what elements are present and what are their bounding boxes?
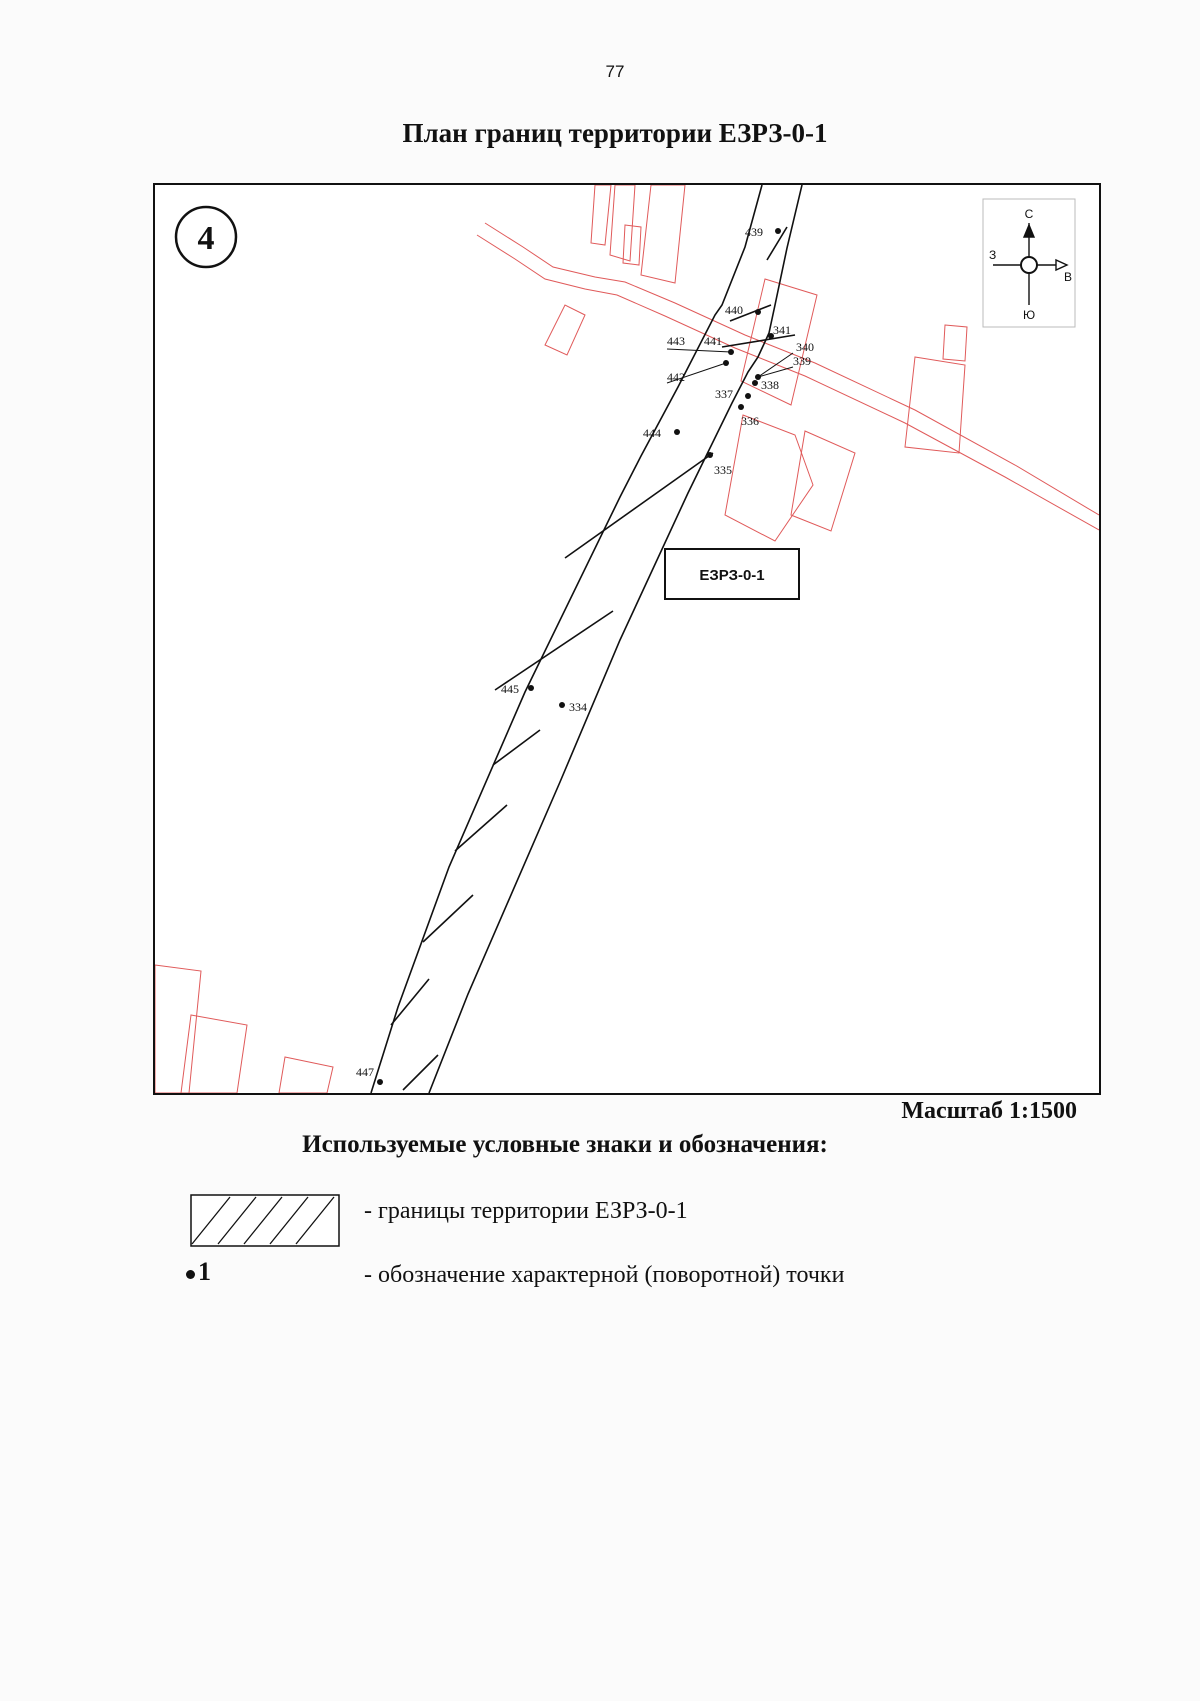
parcel [791,431,855,531]
svg-text:С: С [1024,207,1034,221]
road-edge-south [477,235,1099,530]
road-edge-north [485,223,1099,515]
point-marker [707,452,713,458]
point-label: 334 [569,700,587,714]
point-label: 341 [773,323,791,337]
point-marker [745,393,751,399]
point-label: 447 [356,1065,374,1079]
map-canvas [155,185,1099,1093]
svg-text:З: З [989,248,997,262]
page-number: 77 [605,62,625,81]
map-scale: Масштаб 1:1500 [901,1098,1077,1124]
point-marker [528,685,534,691]
point-marker [674,429,680,435]
point-label: 336 [741,414,759,428]
point-label: 440 [725,303,743,317]
boundary-points [377,228,781,1085]
point-label: 445 [501,682,519,696]
parcel [545,305,585,355]
page-title: План границ территории ЕЗРЗ-0-1 [402,118,828,148]
point-label: 340 [796,340,814,354]
parcel [725,415,813,541]
svg-text:В: В [1064,270,1073,284]
cadastral-parcels [155,185,1099,1093]
zone-label-box [665,549,799,599]
svg-text:ЕЗРЗ-0-1: ЕЗРЗ-0-1 [699,567,765,584]
point-label: 337 [715,387,733,401]
point-label: 443 [667,334,685,348]
parcel [279,1057,333,1093]
point-dot-icon [186,1270,195,1279]
boundary-east [429,185,802,1093]
point-marker [738,404,744,410]
point-label: 339 [793,354,811,368]
point-label: 338 [761,378,779,392]
point-marker [775,228,781,234]
parcel [905,357,965,453]
point-label: 442 [667,370,685,384]
map-frame [153,183,1101,1095]
point-label: 335 [714,463,732,477]
parcel [641,185,685,283]
territory-boundary [371,185,802,1093]
parcel [591,185,611,245]
legend-item-point-text: - обозначение характерной (поворотной) точки [364,1262,845,1288]
point-label: 439 [745,225,763,239]
boundary-west [371,185,765,1093]
boundary-hatching [391,227,787,1090]
parcel [610,185,635,261]
compass-rose [983,199,1075,327]
parcel [943,325,967,361]
point-marker [559,702,565,708]
parcel [155,965,201,1093]
legend-point-symbol: 1 [186,1257,211,1287]
point-label: 441 [704,334,722,348]
point-label: 444 [643,426,661,440]
point-marker [755,309,761,315]
svg-text:Ю: Ю [1022,308,1036,322]
point-marker [377,1079,383,1085]
svg-text:4: 4 [197,220,215,257]
legend-item-boundary-text: - границы территории ЕЗРЗ-0-1 [364,1198,688,1224]
point-marker [752,380,758,386]
legend-hatch-swatch [190,1194,340,1247]
legend-title: Используемые условные знаки и обозначения: [302,1131,828,1158]
parcel [181,1015,247,1093]
sheet-number-badge [176,207,236,267]
